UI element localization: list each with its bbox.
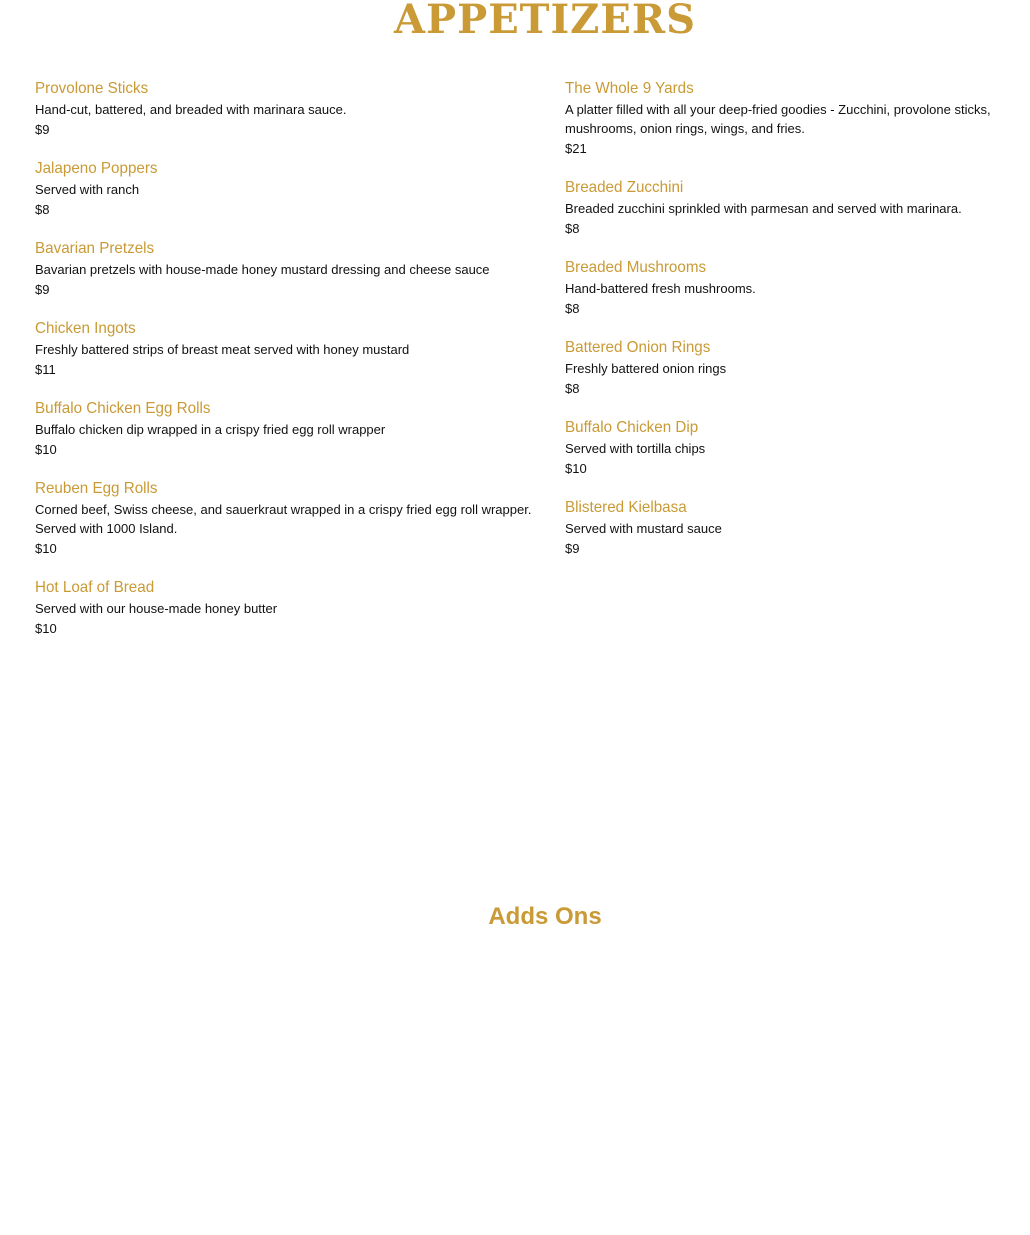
menu-item-price: $10: [565, 461, 587, 476]
menu-item-name: Hot Loaf of Bread: [35, 579, 155, 596]
section-title-addons: Adds Ons: [488, 903, 602, 930]
menu-item-price: $10: [35, 442, 57, 457]
menu-item-price: $21: [565, 141, 587, 156]
menu-item-name: Blistered Kielbasa: [565, 499, 687, 516]
menu-item-description: Corned beef, Swiss cheese, and sauerkraut wrapped in a crispy fried egg roll wrapper. Served with 1000 Island.: [35, 502, 532, 536]
menu-item-name: Buffalo Chicken Dip: [565, 419, 699, 436]
menu-item-name: The Whole 9 Yards: [565, 80, 694, 97]
menu-item: [565, 337, 1005, 398]
menu-item-name: Chicken Ingots: [35, 320, 136, 337]
menu-item-description: Served with mustard sauce: [565, 521, 722, 536]
menu-item-price: $10: [35, 541, 57, 556]
menu-item-description: Served with ranch: [35, 182, 140, 197]
menu-item-description: Served with our house-made honey butter: [35, 601, 278, 616]
menu-item-price: $11: [35, 362, 56, 377]
menu-item: [35, 318, 535, 379]
menu-item-description: Freshly battered strips of breast meat served with honey mustard: [35, 342, 410, 357]
menu-item-description: Buffalo chicken dip wrapped in a crispy fried egg roll wrapper: [35, 422, 386, 437]
menu-item-name: Jalapeno Poppers: [35, 160, 158, 177]
menu-column-right: [565, 78, 1005, 577]
menu-item-name: Breaded Mushrooms: [565, 259, 707, 276]
menu-item: [565, 417, 1005, 478]
section-title-appetizers: APPETIZERS: [394, 0, 696, 43]
menu-item-description: Bavarian pretzels with house-made honey mustard dressing and cheese sauce: [35, 262, 490, 277]
menu-item: [565, 497, 1005, 558]
menu-item-description: Freshly battered onion rings: [565, 361, 727, 376]
menu-item: [35, 398, 535, 459]
menu-item: [35, 78, 535, 139]
menu-item-price: $8: [565, 221, 580, 236]
menu-item-name: Breaded Zucchini: [565, 179, 684, 196]
menu-item-description: Hand-battered fresh mushrooms.: [565, 281, 756, 296]
menu-item-price: $10: [35, 621, 57, 636]
menu-item-name: Bavarian Pretzels: [35, 240, 155, 257]
menu-item: [565, 257, 1005, 318]
menu-item: [35, 158, 535, 219]
menu-item-description: Served with tortilla chips: [565, 441, 706, 456]
menu-item-name: Buffalo Chicken Egg Rolls: [35, 400, 211, 417]
menu-item-description: Breaded zucchini sprinkled with parmesan and served with marinara.: [565, 201, 962, 216]
menu-item-name: Provolone Sticks: [35, 80, 149, 97]
menu-item-price: $9: [565, 541, 580, 556]
menu-item-description: A platter filled with all your deep-fried goodies - Zucchini, provolone sticks, mushrooms, onion rings, wings, and fries.: [565, 102, 991, 136]
menu-item-price: $8: [565, 301, 580, 316]
menu-item-price: $8: [35, 202, 50, 217]
menu-item: [35, 478, 535, 558]
menu-item-name: Reuben Egg Rolls: [35, 480, 158, 497]
menu-item: [565, 177, 1005, 238]
menu-item: [35, 577, 535, 638]
menu-item-description: Hand-cut, battered, and breaded with marinara sauce.: [35, 102, 347, 117]
menu-item-name: Battered Onion Rings: [565, 339, 711, 356]
menu-item-price: $8: [565, 381, 580, 396]
menu-item: [565, 78, 1005, 158]
menu-item-price: $9: [35, 122, 50, 137]
menu-column-left: [35, 78, 535, 657]
menu-item-price: $9: [35, 282, 50, 297]
menu-item: [35, 238, 535, 299]
